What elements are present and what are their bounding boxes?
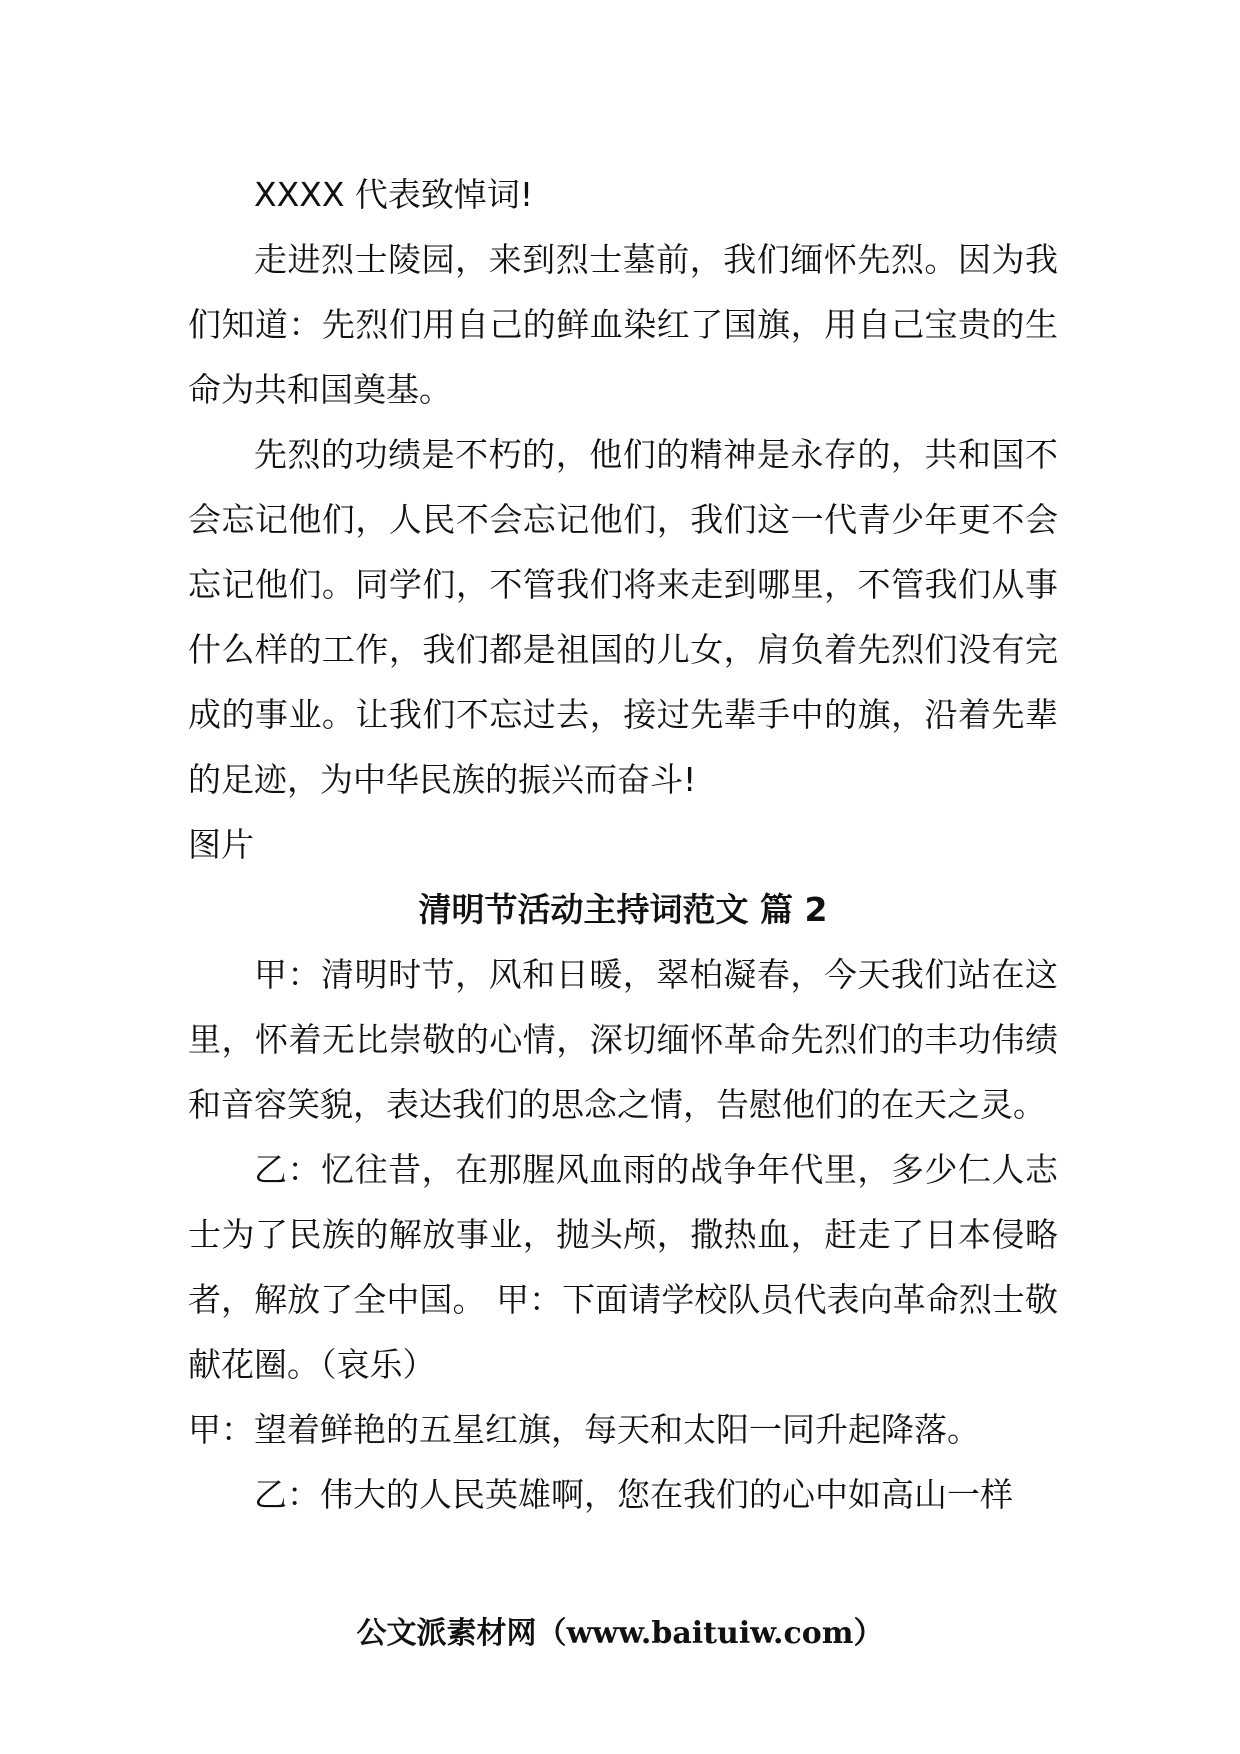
paragraph-cemetery: 走进烈士陵园，来到烈士墓前，我们缅怀先烈。因为我们知道：先烈们用自己的鲜血染红了国旗，用自己宝贵的生命为共和国奠基。	[188, 240, 1058, 409]
section-heading: 清明节活动主持词范文 篇 2	[418, 890, 828, 929]
paragraph-eulogy: XXXX 代表致悼词!	[254, 175, 534, 214]
document-body	[188, 162, 1058, 1527]
paragraph-merits: 先烈的功绩是不朽的，他们的精神是永存的，共和国不会忘记他们，人民不会忘记他们，我们这一代青少年更不会忘记他们。同学们，不管我们将来走到哪里，不管我们从事什么样的工作，我们都是祖国的儿女，肩负着先烈们没有完成的事业。让我们不忘过去，接过先辈手中的旗，沿着先辈的足迹，为中华民族的振兴而奋斗!	[188, 435, 1058, 799]
paragraph-jia-opening: 甲：清明时节，风和日暖，翠柏凝春，今天我们站在这里，怀着无比崇敬的心情，深切缅怀革命先烈们的丰功伟绩和音容笑貌，表达我们的思念之情，告慰他们的在天之灵。	[188, 955, 1058, 1124]
paragraph-yi-heroes: 乙：伟大的人民英雄啊，您在我们的心中如高山一样	[254, 1475, 1013, 1514]
paragraph-image-placeholder: 图片	[188, 825, 254, 864]
paragraph-jia-flag: 甲：望着鲜艳的五星红旗，每天和太阳一同升起降落。	[188, 1410, 980, 1449]
footer-watermark: 公文派素材网（www.baituiw.com）	[356, 1616, 884, 1651]
paragraph-yi-recall: 乙：忆往昔，在那腥风血雨的战争年代里，多少仁人志士为了民族的解放事业，抛头颅，撒热血，赶走了日本侵略者，解放了全中国。 甲：下面请学校队员代表向革命烈士敬献花圈。（哀乐）	[188, 1150, 1058, 1384]
